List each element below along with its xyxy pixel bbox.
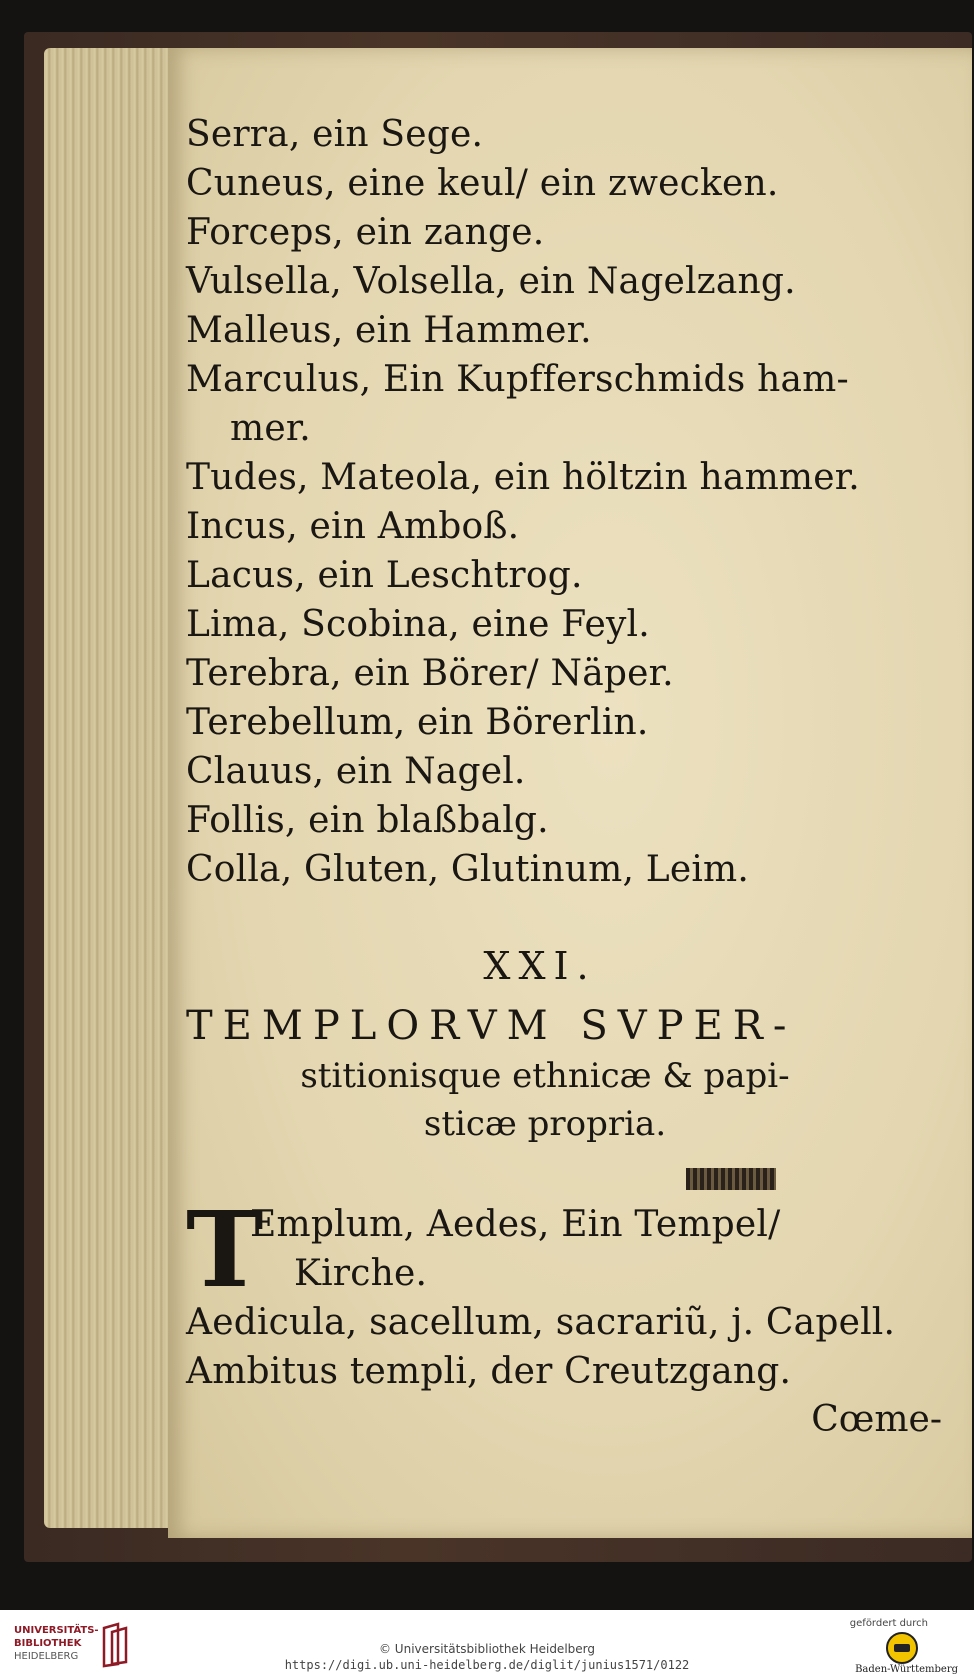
text-line: Cuneus, eine keul/ ein zwecken. <box>186 163 779 204</box>
text-line: Incus, ein Amboß. <box>186 506 520 547</box>
dropcap-paragraph <box>186 1188 954 1311</box>
text-line: Kirche. <box>294 1253 428 1294</box>
text-line: Serra, ein Sege. <box>186 114 484 155</box>
text-line: Forceps, ein zange. <box>186 212 545 253</box>
logo-text: HEIDELBERG <box>14 1651 79 1662</box>
state-seal-icon <box>886 1632 918 1664</box>
text-line: Malleus, ein Hammer. <box>186 310 592 351</box>
text-line: Marculus, Ein Kupfferschmids ham- <box>186 359 849 400</box>
library-footer <box>0 1610 974 1680</box>
text-line: Terebra, ein Börer/ Näper. <box>186 653 674 694</box>
text-line: Colla, Gluten, Glutinum, Leim. <box>186 849 750 890</box>
text-line: Emplum, Aedes, Ein Tempel/ <box>250 1204 781 1245</box>
text-line: Terebellum, ein Börerlin. <box>186 702 649 743</box>
text-line: Lima, Scobina, eine Feyl. <box>186 604 650 645</box>
page-edges <box>44 48 184 1528</box>
section-number: XXI. <box>483 944 597 988</box>
dropcap-letter: T <box>186 1188 264 1311</box>
text-line: mer. <box>230 408 311 449</box>
section-title: TEMPLORVM SVPER- <box>186 1003 797 1049</box>
text-line: Tudes, Mateola, ein höltzin hammer. <box>186 457 860 498</box>
text-line: Ambitus templi, der Creutzgang. <box>186 1351 792 1392</box>
logo-text: BIBLIOTHEK <box>14 1638 82 1649</box>
funded-by-label: gefördert durch <box>849 1618 928 1629</box>
ornament-divider <box>686 1168 776 1190</box>
text-line: Vulsella, Volsella, ein Nagelzang. <box>186 261 796 302</box>
text-line: Follis, ein blaßbalg. <box>186 800 549 841</box>
text-line: Aedicula, sacellum, sacrariũ, j. Capell. <box>186 1302 896 1343</box>
copyright-notice: © Universitätsbibliothek Heidelberg <box>378 1642 595 1656</box>
section-subtitle: sticæ propria. <box>423 1104 667 1144</box>
text-line: Clauus, ein Nagel. <box>186 751 526 792</box>
section-subtitle: stitionisque ethnicæ & papi- <box>300 1056 790 1096</box>
text-line: Lacus, ein Leschtrog. <box>186 555 583 596</box>
sponsor-name: Baden-Württemberg <box>855 1664 958 1675</box>
logo-text: UNIVERSITÄTS- <box>14 1625 99 1636</box>
catchword: Cœme- <box>811 1399 942 1440</box>
page-text <box>186 110 954 1444</box>
permalink[interactable]: https://digi.ub.uni-heidelberg.de/diglit/junius1571/0122 <box>284 1658 690 1672</box>
